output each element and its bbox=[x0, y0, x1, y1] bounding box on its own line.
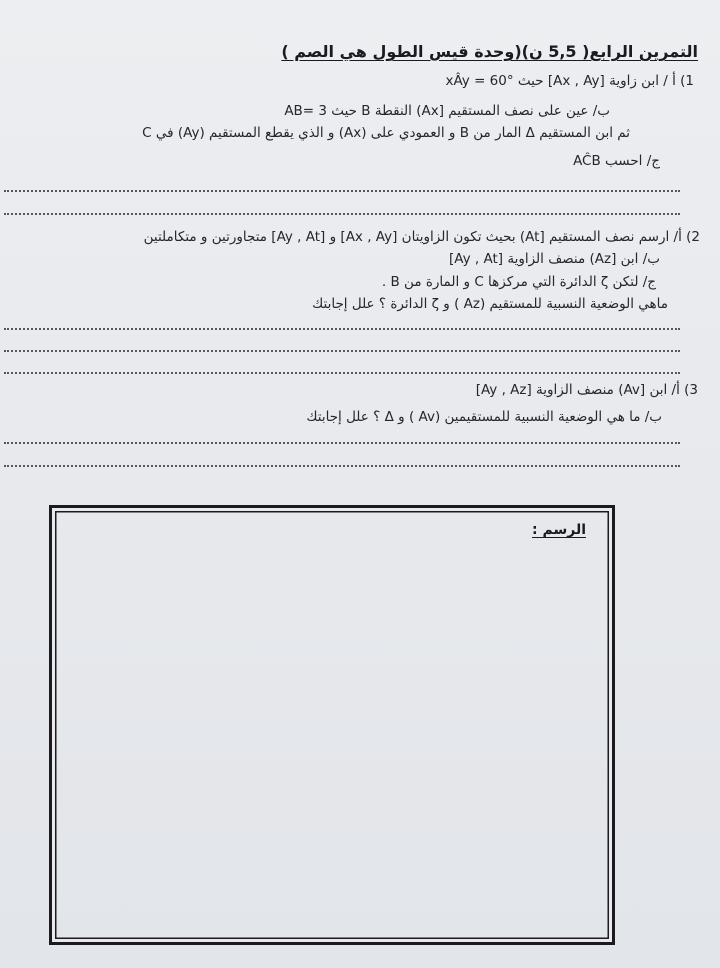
q1-part-b-continued: ثم ابن المستقيم Δ المار من B و العمودي على (Ax) و الذي يقطع المستقيم (Ay) في C bbox=[142, 125, 630, 141]
answer-line[interactable] bbox=[4, 442, 680, 444]
answer-line[interactable] bbox=[4, 465, 680, 467]
drawing-area[interactable] bbox=[49, 505, 615, 945]
q2-part-a: 2) أ/ ارسم نصف المستقيم [At) بحيث تكون الزاويتان [Ax , Ay] و [Ay , At] متجاورتين و متكاملتين bbox=[143, 229, 700, 245]
drawing-label: الرسم : bbox=[532, 522, 586, 538]
q2-part-b: ب/ ابن [Az) منصف الزاوية [Ay , At] bbox=[449, 251, 660, 267]
q2-part-c: ج/ لتكن ζ الدائرة التي مركزها C و المارة من B . bbox=[381, 274, 656, 290]
q3-part-a: 3) أ/ ابن [Av) منصف الزاوية [Ay , Az] bbox=[475, 382, 698, 398]
answer-line[interactable] bbox=[4, 372, 680, 374]
q2-part-d: ماهي الوضعية النسبية للمستقيم (Az ) و ζ الدائرة ؟ علل إجابتك bbox=[312, 296, 668, 312]
q3-part-b: ب/ ما هي الوضعية النسبية للمستقيمين (Av ) و Δ ؟ علل إجابتك bbox=[306, 409, 662, 425]
answer-line[interactable] bbox=[4, 213, 680, 215]
q1-part-c: ج/ احسب AĈB bbox=[573, 153, 660, 169]
q1-part-b: ب/ عين على نصف المستقيم [Ax) النقطة B حيث AB= 3 bbox=[284, 103, 610, 119]
q1-part-a: 1) أ / ابن زاوية [Ax , Ay] حيث xÂy = 60° bbox=[445, 73, 694, 89]
answer-line[interactable] bbox=[4, 190, 680, 192]
answer-line[interactable] bbox=[4, 350, 680, 352]
answer-line[interactable] bbox=[4, 328, 680, 330]
exercise-title: التمرين الرابع( 5,5 ن)(وحدة قيس الطول هي الصم ) bbox=[281, 42, 698, 61]
